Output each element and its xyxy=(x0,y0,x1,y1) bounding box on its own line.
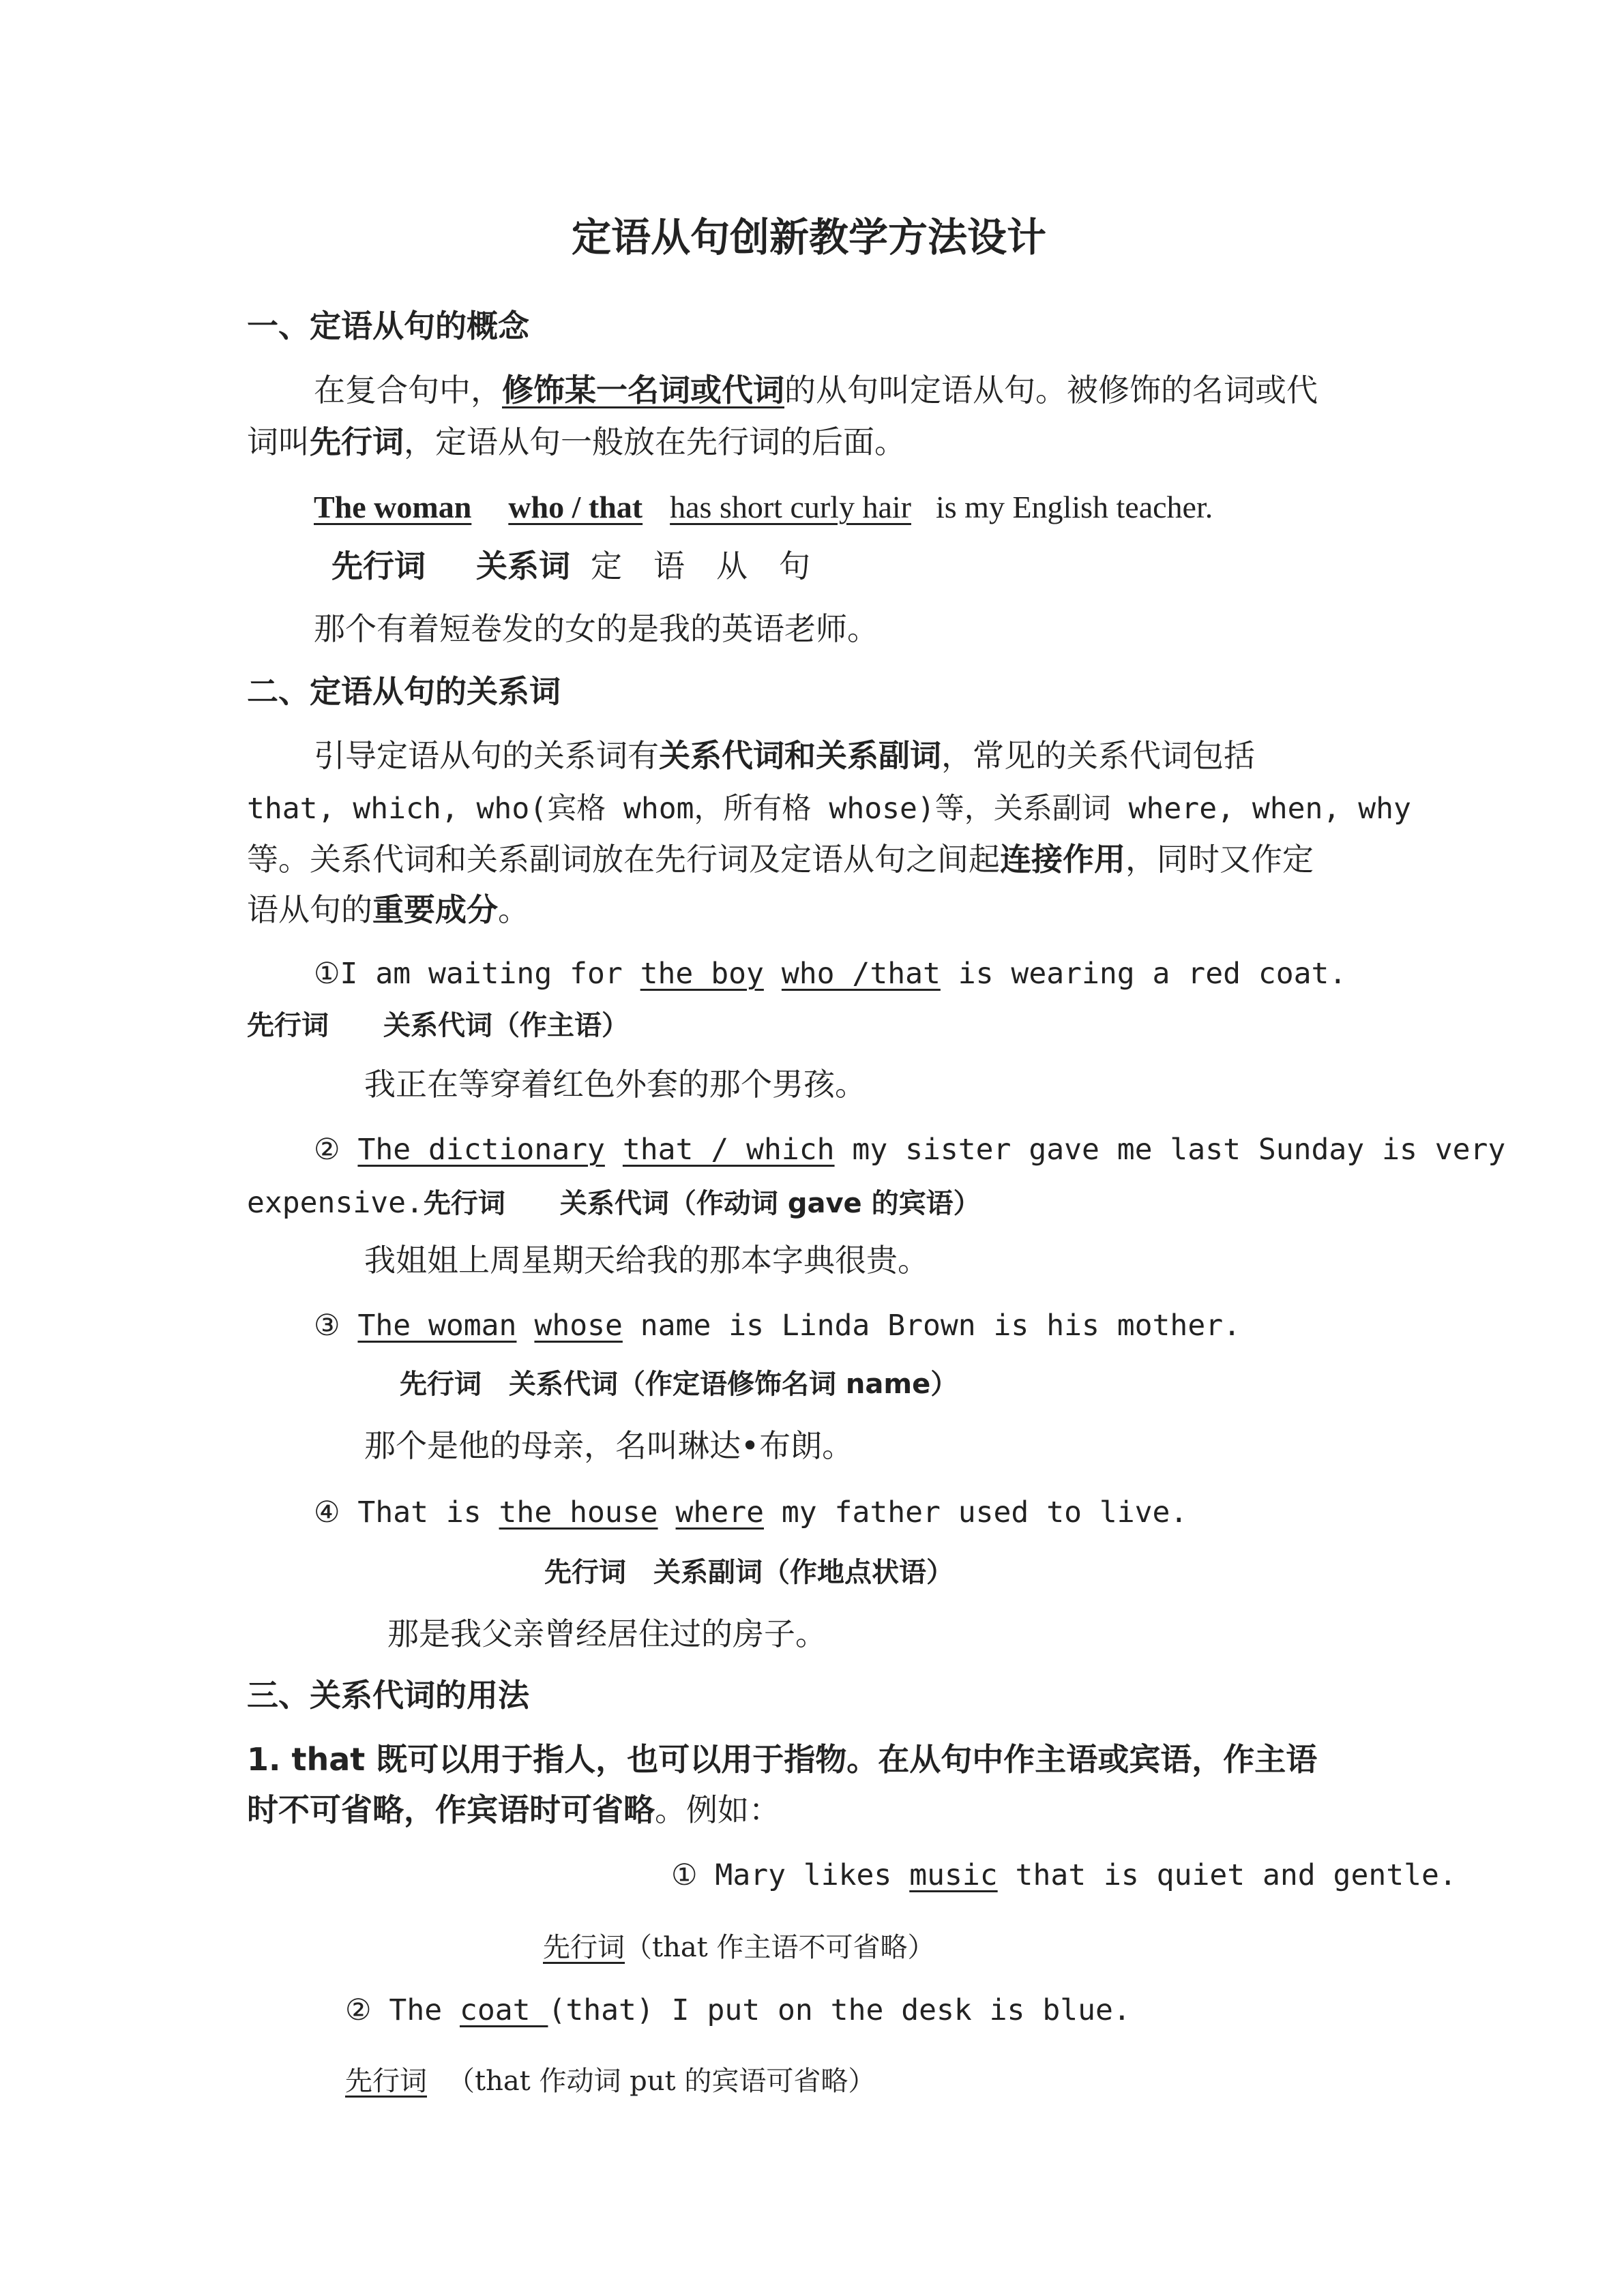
text-run: 。 xyxy=(498,891,529,928)
section-2-example-2 xyxy=(314,1129,1505,1170)
text-run: ② xyxy=(314,1133,358,1167)
example-2-labels: 先行词 关系代词（作动词 gave 的宾语） xyxy=(423,1188,981,1219)
relative-word: whose xyxy=(534,1309,623,1343)
text-run: name is Linda Brown is his mother. xyxy=(622,1309,1241,1343)
text-run: ，定语从句一般放在先行词的后面。 xyxy=(404,423,906,460)
section-2-example-1-labels: 先行词 关系代词（作主语） xyxy=(247,1010,629,1041)
section-2-example-2-translation: 我姐姐上周星期天给我的那本字典很贵。 xyxy=(364,1242,929,1279)
label-relative-word: 关系词 xyxy=(476,548,570,584)
section-2-example-3-labels: 先行词 关系代词（作定语修饰名词 name） xyxy=(400,1369,958,1400)
section-3-para-line-1: 1. that 既可以用于指人，也可以用于指物。在从句中作主语或宾语，作主语 xyxy=(247,1741,1318,1778)
text-run: 在复合句中， xyxy=(314,372,502,408)
text-run: 。例如： xyxy=(655,1791,780,1828)
text-run: ① Mary likes xyxy=(671,1858,910,1892)
section-1-para-line-1 xyxy=(314,370,1318,411)
section-2-heading: 二、定语从句的关系词 xyxy=(247,673,561,710)
section-3-example-2-labels xyxy=(345,2061,875,2102)
antecedent: The woman xyxy=(314,490,472,524)
label-clause: 定 语 从 句 xyxy=(591,548,810,584)
text-run: ①I am waiting for xyxy=(314,957,640,991)
section-3-example-2 xyxy=(345,1990,1131,2031)
main-clause: is my English teacher. xyxy=(935,490,1213,524)
page-title: 定语从句创新教学方法设计 xyxy=(572,214,1047,260)
section-2-example-1-translation: 我正在等穿着红色外套的那个男孩。 xyxy=(364,1066,866,1103)
section-3-heading: 三、关系代词的用法 xyxy=(247,1677,529,1714)
section-2-example-4 xyxy=(314,1492,1187,1533)
section-1-example-sentence xyxy=(314,487,1213,528)
label-antecedent: 先行词 xyxy=(543,1932,625,1963)
text-run: 的从句叫定语从句。被修饰的名词或代 xyxy=(784,372,1318,408)
section-2-para-line-2: that, which, who(宾格 whom，所有格 whose)等，关系副词 where, when, why xyxy=(247,792,1411,826)
section-2-para-line-4 xyxy=(247,889,529,930)
text-run: 引导定语从句的关系词有 xyxy=(314,737,659,774)
text-run: ④ That is xyxy=(314,1495,499,1530)
emphasis-run: 时不可省略，作宾语时可省略 xyxy=(247,1791,655,1828)
relative-word: who / that xyxy=(508,490,643,524)
antecedent: The dictionary xyxy=(357,1133,605,1167)
text-run: ② The xyxy=(345,1993,460,2027)
antecedent: music xyxy=(909,1858,998,1892)
section-2-example-1 xyxy=(314,953,1346,994)
relative-word: (that) xyxy=(548,1993,654,2027)
text-run: 语从句的 xyxy=(247,891,372,928)
emphasis-run: 关系代词和关系副词 xyxy=(659,737,941,774)
emphasis-run: 修饰某一名词或代词 xyxy=(502,372,784,408)
text-run: I put on the desk is blue. xyxy=(653,1993,1131,2027)
antecedent: The woman xyxy=(357,1309,517,1343)
text-run: is quiet and gentle. xyxy=(1086,1858,1457,1892)
text-run: is wearing a red coat. xyxy=(940,957,1347,991)
section-2-example-4-translation: 那是我父亲曾经居住过的房子。 xyxy=(387,1615,827,1652)
label-antecedent: 先行词 xyxy=(345,2066,427,2097)
text-run: my sister gave me last Sunday is very xyxy=(834,1133,1506,1167)
emphasis-run: 先行词 xyxy=(310,423,404,460)
label-antecedent: 先行词 xyxy=(331,548,426,584)
relative-word: that / which xyxy=(622,1133,835,1167)
section-3-example-1-labels xyxy=(543,1927,934,1968)
antecedent: coat xyxy=(460,1993,548,2027)
relative-word: where xyxy=(675,1495,764,1530)
text-run: expensive. xyxy=(247,1186,424,1220)
antecedent: the boy xyxy=(640,957,764,991)
text-run: 等。关系代词和关系副词放在先行词及定语从句之间起 xyxy=(247,841,1000,878)
section-1-para-line-2 xyxy=(247,421,906,462)
clause-body: has short curly hair xyxy=(670,490,911,524)
label-note: （that 作动词 put 的宾语可省略） xyxy=(447,2066,876,2097)
text-run: ③ xyxy=(314,1309,358,1343)
relative-word: who /that xyxy=(781,957,941,991)
section-2-example-3-translation: 那个是他的母亲，名叫琳达•布朗。 xyxy=(364,1427,854,1464)
section-2-example-3 xyxy=(314,1305,1241,1346)
section-2-para-line-3 xyxy=(247,839,1314,880)
section-1-example-labels xyxy=(331,546,810,586)
section-1-heading: 一、定语从句的概念 xyxy=(247,308,529,344)
text-run: my father used to live. xyxy=(764,1495,1188,1530)
relative-word: that xyxy=(997,1858,1087,1892)
section-2-example-2-continuation xyxy=(247,1181,981,1224)
text-run: ，常见的关系代词包括 xyxy=(941,737,1255,774)
label-note: （that 作主语不可省略） xyxy=(625,1932,935,1963)
text-run: 词叫 xyxy=(247,423,310,460)
antecedent: the house xyxy=(499,1495,658,1530)
section-3-example-1 xyxy=(671,1855,1457,1896)
text-run: ，同时又作定 xyxy=(1125,841,1314,878)
section-1-translation: 那个有着短卷发的女的是我的英语老师。 xyxy=(314,610,879,647)
section-3-para-line-2 xyxy=(247,1789,780,1830)
emphasis-run: 重要成分 xyxy=(372,891,498,928)
section-2-example-4-labels: 先行词 关系副词（作地点状语） xyxy=(544,1557,954,1588)
emphasis-run: 连接作用 xyxy=(1000,841,1125,878)
section-2-para-line-1 xyxy=(314,735,1255,776)
